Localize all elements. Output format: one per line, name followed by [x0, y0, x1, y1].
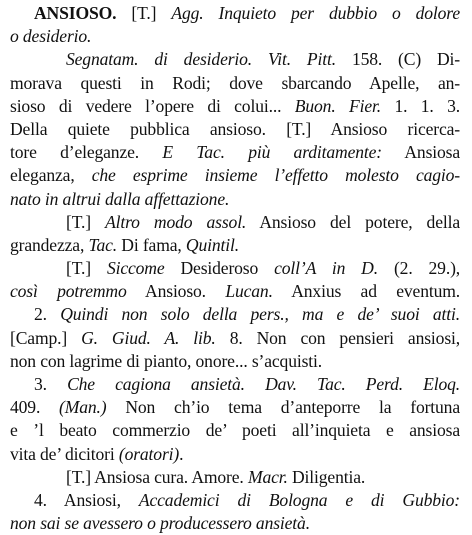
- entry-line-19: e ’l beato commerzio de’ poeti all’inquieta e ansiosa: [10, 420, 460, 441]
- entry-line-18: 409. (Man.) Non ch’io tema d’anteporre la fortuna: [10, 397, 460, 418]
- entry-line-20: vita de’ dicitori (oratori).: [10, 443, 184, 464]
- entry-line-14: 2. Quindi non solo della pers., ma e de’ suoi atti.: [34, 304, 460, 325]
- entry-line-6: Della quiete pubblica ansioso. [T.] Ansioso ricerca-: [10, 118, 460, 139]
- entry-line-2: o desiderio.: [10, 26, 92, 47]
- entry-line-13: così potremmo Ansioso. Lucan. Anxius ad eventum.: [10, 281, 460, 302]
- entry-line-16: non con lagrime di pianto, onore... s’acquisti.: [10, 350, 323, 371]
- entry-line-8: eleganza, che esprime insieme l’effetto molesto cagio-: [10, 165, 460, 186]
- entry-line-11: grandezza, Tac. Di fama, Quintil.: [10, 234, 239, 255]
- entry-line-10: [T.] Altro modo assol. Ansioso del potere, della: [66, 211, 460, 232]
- entry-line-12: [T.] Siccome Desideroso coll’A in D. (2. 29.),: [66, 258, 460, 279]
- entry-line-9: nato in altrui dalla affettazione.: [10, 188, 230, 209]
- entry-line-22: 4. Ansiosi, Accademici di Bologna e di Gubbio:: [34, 489, 460, 510]
- entry-line-7: tore d’eleganze. E Tac. più arditamente: Ansiosa: [10, 142, 460, 163]
- entry-line-5: sioso di vedere l’opere di colui... Buon. Fier. 1. 1. 3.: [10, 95, 460, 116]
- entry-line-15: [Camp.] G. Giud. A. lib. 8. Non con pensieri ansiosi,: [10, 327, 460, 348]
- entry-line-21: [T.] Ansiosa cura. Amore. Macr. Diligentia.: [66, 466, 366, 487]
- entry-line-1: ANSIOSO. [T.] Agg. Inquieto per dubbio o dolore: [34, 3, 460, 23]
- headword: ANSIOSO.: [34, 3, 117, 23]
- entry-line-23: non sai se avessero o producessero ansietà.: [10, 513, 310, 534]
- entry-line-4: morava questi in Rodi; dove sbarcando Apelle, an-: [10, 72, 460, 93]
- entry-line-17: 3. Che cagiona ansietà. Dav. Tac. Perd. Eloq.: [34, 374, 460, 394]
- entry-line-3: Segnatam. di desiderio. Vit. Pitt. 158. (C) Di-: [66, 49, 460, 70]
